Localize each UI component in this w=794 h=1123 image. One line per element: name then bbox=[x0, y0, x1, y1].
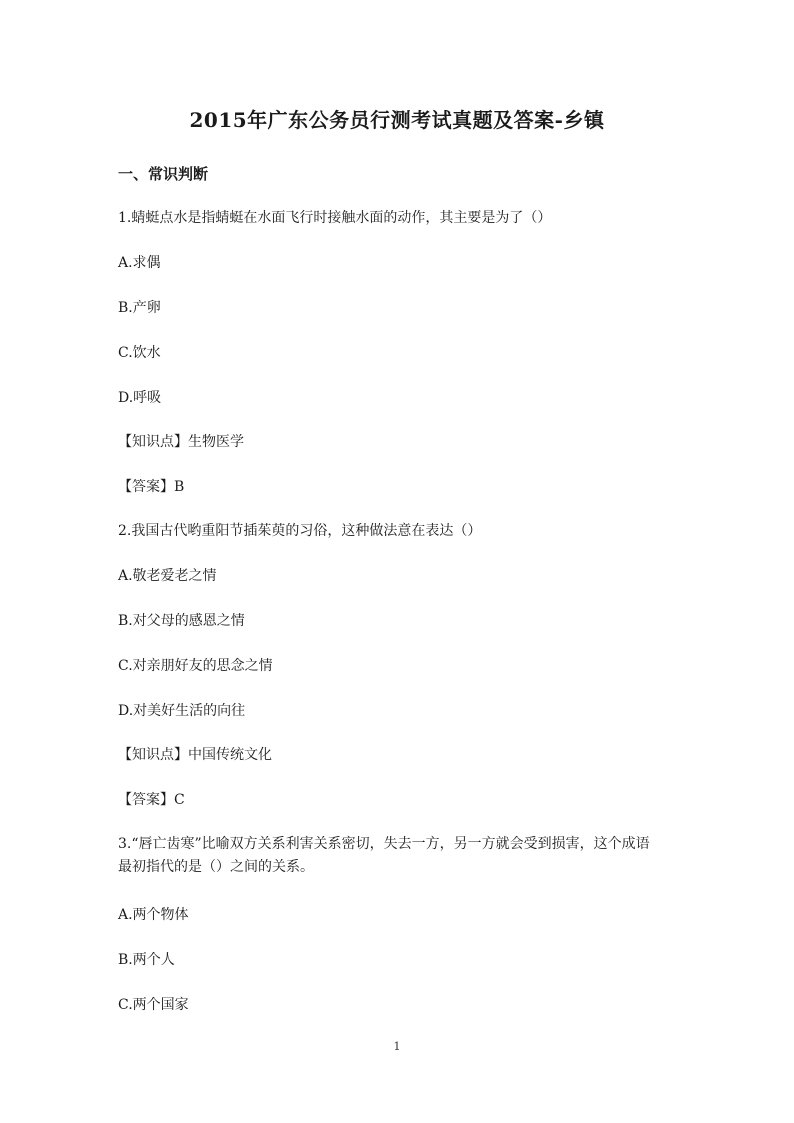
page-title: 2015年广东公务员行测考试真题及答案-乡镇 bbox=[189, 108, 605, 132]
question-1-option-a: A.求偶 bbox=[118, 255, 161, 271]
question-3-option-c: C.两个国家 bbox=[118, 997, 189, 1013]
question-1-option-d: D.呼吸 bbox=[118, 390, 162, 406]
question-2-option-a: A.敬老爱老之情 bbox=[118, 568, 217, 584]
question-1-knowledge: 【知识点】生物医学 bbox=[118, 434, 244, 450]
question-3-option-a: A.两个物体 bbox=[118, 907, 189, 923]
question-2-knowledge: 【知识点】中国传统文化 bbox=[118, 747, 272, 763]
question-2-option-d: D.对美好生活的向往 bbox=[118, 703, 246, 719]
question-3-option-b: B.两个人 bbox=[118, 952, 175, 968]
question-2-stem: 2.我国古代哟重阳节插茱萸的习俗，这种做法意在表达（） bbox=[118, 523, 482, 539]
section-heading: 一、常识判断 bbox=[118, 165, 209, 183]
question-3-stem-line-1: 3.“唇亡齿寒”比喻双方关系利害关系密切，失去一方，另一方就会受到损害，这个成语 bbox=[118, 836, 650, 852]
page-number: 1 bbox=[393, 1040, 401, 1053]
question-1-stem: 1.蜻蜓点水是指蜻蜓在水面飞行时接触水面的动作，其主要是为了（） bbox=[118, 210, 552, 226]
question-2-option-b: B.对父母的感恩之情 bbox=[118, 613, 245, 629]
question-1-option-b: B.产卵 bbox=[118, 300, 161, 316]
question-1-option-c: C.饮水 bbox=[118, 345, 161, 361]
question-2-option-c: C.对亲朋好友的思念之情 bbox=[118, 658, 273, 674]
question-2-answer: 【答案】C bbox=[118, 792, 185, 808]
question-3-stem-line-2: 最初指代的是（）之间的关系。 bbox=[118, 859, 314, 875]
question-1-answer: 【答案】B bbox=[118, 479, 185, 495]
